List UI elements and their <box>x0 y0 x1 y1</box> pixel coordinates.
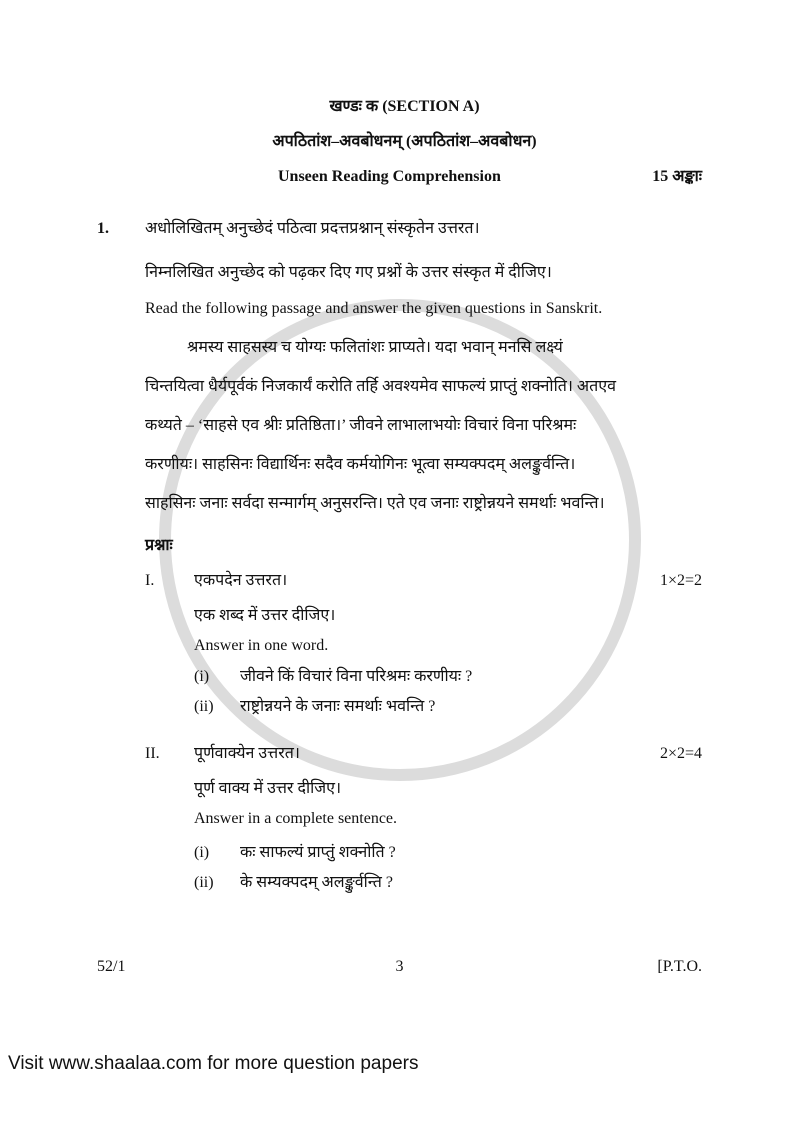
visit-link[interactable]: Visit www.shaalaa.com for more question papers <box>8 1053 419 1074</box>
part-instruction-hindi: एक शब्द में उत्तर दीजिए। <box>194 607 336 624</box>
english-title: Unseen Reading Comprehension <box>278 168 501 185</box>
passage-line: कथ्यते – ‘साहसे एव श्रीः प्रतिष्ठिता।’ जीवने लाभालाभयोः विचारं विना परिश्रमः <box>145 417 577 434</box>
part-number: I. <box>145 572 155 589</box>
sub-question <box>194 872 644 894</box>
page-footer <box>97 956 702 978</box>
instruction-sanskrit: अधोलिखितम् अनुच्छेदं पठित्वा प्रदत्तप्रश्नान् संस्कृतेन उत्तरत। <box>145 220 480 237</box>
passage-line: चिन्तयित्वा धैर्यपूर्वकं निजकार्यं करोति तर्हि अवश्यमेव साफल्यं प्राप्तुं शक्नोति। अतएव <box>145 378 616 395</box>
part-instruction-hindi: पूर्ण वाक्य में उत्तर दीजिए। <box>194 780 342 797</box>
sub-question <box>194 696 644 718</box>
questions-label: प्रश्नाः <box>145 537 173 554</box>
item-question: जीवने किं विचारं विना परिश्रमः करणीयः ? <box>240 668 473 685</box>
passage-line: साहसिनः जनाः सर्वदा सन्मार्गम् अनुसरन्ति। एते एव जनाः राष्ट्रोन्नयने समर्थाः भवन्ति। <box>145 495 605 512</box>
item-question: राष्ट्रोन्नयने के जनाः समर्थाः भवन्ति ? <box>240 698 436 715</box>
part-instruction-sanskrit: पूर्णवाक्येन उत्तरत। <box>194 745 300 762</box>
item-number: (i) <box>194 844 210 861</box>
pto-label: [P.T.O. <box>657 958 703 975</box>
passage-line: करणीयः। साहसिनः विद्यार्थिनः सदैव कर्मयोगिनः भूत्वा सम्यक्पदम् अलङ्कुर्वन्ति। <box>145 456 576 473</box>
part-number: II. <box>145 745 160 762</box>
section-heading: खण्डः क (SECTION A) <box>329 98 480 115</box>
item-question: के सम्यक्पदम् अलङ्कुर्वन्ति ? <box>240 874 393 891</box>
instruction-english <box>145 298 702 320</box>
part-marks: 2×2=4 <box>659 745 702 762</box>
page-number: 3 <box>395 958 404 975</box>
part-marks: 1×2=2 <box>659 572 702 589</box>
total-marks: 15 अङ्काः <box>652 168 702 185</box>
item-question: कः साफल्यं प्राप्तुं शक्नोति ? <box>240 844 396 861</box>
question-1 <box>97 218 702 894</box>
part-instruction-english: Answer in a complete sentence. <box>194 810 398 827</box>
passage-line: श्रमस्य साहसस्य च योग्यः फलितांशः प्राप्यते। यदा भवान् मनसि लक्ष्यं <box>187 339 563 356</box>
instruction-english-line2: Sanskrit. <box>545 300 603 317</box>
sub-question <box>194 666 644 688</box>
instruction-hindi: निम्नलिखित अनुच्छेद को पढ़कर दिए गए प्रश्नों के उत्तर संस्कृत में दीजिए। <box>145 264 552 281</box>
item-number: (ii) <box>194 698 214 715</box>
title-row <box>97 166 702 188</box>
sub-question <box>194 842 644 864</box>
paper-code: 52/1 <box>97 958 126 975</box>
item-number: (i) <box>194 668 210 685</box>
part-2 <box>145 743 702 894</box>
instruction-english-line1: Read the following passage and answer the given questions in <box>145 300 542 317</box>
subtitle: अपठितांश–अवबोधनम् (अपठितांश–अवबोधन) <box>272 133 537 150</box>
part-instruction-sanskrit: एकपदेन उत्तरत। <box>194 572 288 589</box>
part-1 <box>145 570 702 718</box>
part-instruction-english: Answer in one word. <box>194 637 329 654</box>
passage <box>145 337 702 515</box>
question-number: 1. <box>97 220 109 237</box>
item-number: (ii) <box>194 874 214 891</box>
